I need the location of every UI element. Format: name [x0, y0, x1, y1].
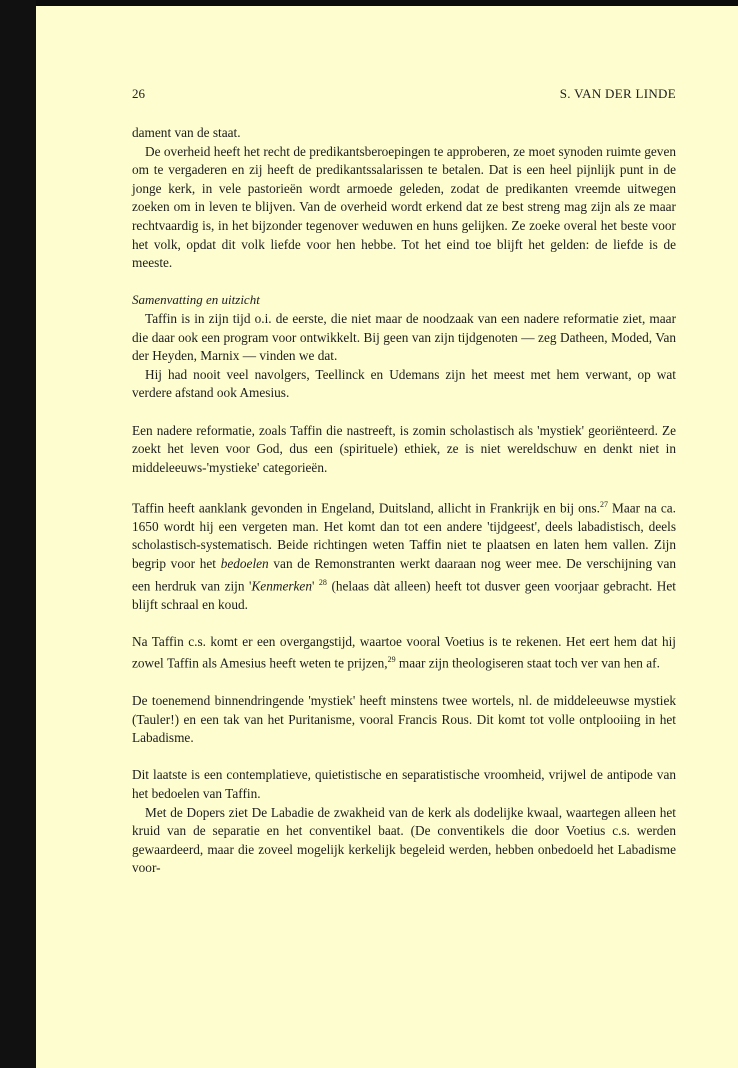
paper-sheet — [36, 6, 738, 1068]
page-number: 26 — [132, 86, 145, 101]
paragraph-overgangstijd — [132, 633, 676, 674]
paragraph-continuation: dament van de staat. — [132, 125, 241, 140]
footnote-ref-29: 29 — [387, 655, 396, 665]
text-segment: (helaas dàt alleen) heeft tot dusver geen voorjaar gebracht. Het blijft schraal en koud. — [132, 578, 676, 612]
scan-left-border — [0, 0, 36, 1068]
paragraph-contemplatieve: Dit laatste is een contemplatieve, quietistische en separatistische vroomheid, vrijwel de antipode van het bedoelen van Taffin. — [132, 767, 676, 802]
text-segment: van de Remonstranten werkt daaraan nog weer mee. De verschijning van een herdruk van zijn ' — [132, 556, 676, 594]
body-text — [132, 124, 676, 878]
text-segment: Maar na ca. 1650 wordt hij een vergeten man. Het komt dan tot een andere 'tijdgeest', deels labadistisch, deels scholastisch-systematisch. Beide richtingen weten Taffin niet te plaatsen en laten hem vallen. Zijn begrip voor het — [132, 500, 676, 572]
text-segment: ' — [312, 578, 319, 594]
running-head: S. VAN DER LINDE — [559, 86, 676, 101]
footnote-ref-28: 28 — [318, 577, 327, 587]
footnote-ref-27: 27 — [599, 499, 608, 509]
text-segment: maar zijn theologiseren staat toch ver van hen af. — [395, 655, 660, 671]
emphasis-bedoelen: bedoelen — [220, 556, 269, 572]
text-segment: Taffin heeft aanklank gevonden in Engeland, Duitsland, allicht in Frankrijk en bij ons. — [132, 500, 600, 516]
paragraph-aanklank — [132, 496, 676, 614]
paragraph-nadere-reformatie: Een nadere reformatie, zoals Taffin die nastreeft, is zomin scholastisch als 'mystiek' georiënteerd. Ze zoekt het leven voor God, dus een (spirituele) ethiek, ze is niet wereldschuw en denkt niet in middeleeuws-'mystieke' categorieën. — [132, 422, 676, 475]
paragraph-overheid: De overheid heeft het recht de predikantsberoepingen te approberen, ze moet synoden ruimte geven om te vergaderen en zij heeft de predikantssalarissen te betalen. Dat is een heel pijnlijk punt in de jonge kerk, in vele pastorieën wordt armoede geleden, zodat de predikanten vreemde uitwegen zoeken om in leven te blijven. Van de overheid wordt erkend dat ze best streng mag zijn als ze maar rechtvaardig is, in het bijzonder tegenover weduwen en huns gelijken. Ze zoeke overal het beste voor het volk, opdat dit volk liefde voor hen hebbe. Tot het eind toe blijft het gelden: de liefde is de meeste. — [132, 143, 676, 271]
paragraph-mystiek: De toenemend binnendringende 'mystiek' heeft minstens twee wortels, nl. de middeleeuwse mystiek (Tauler!) en een tak van het Puritanisme, vooral Francis Rous. Dit komt tot volle ontplooiing in het Labadisme. — [132, 693, 676, 746]
paragraph-dopers: Met de Dopers ziet De Labadie de zwakheid van de kerk als dodelijke kwaal, waartegen alleen het kruid van de separatie en het conventikel baat. (De conventikels die door Voetius c.s. werden gewaardeerd, maar die zoveel mogelijk kerkelijk begeleid werden, hebben onbedoeld het Labadisme voor- — [132, 804, 676, 876]
paragraph-navolgers: Hij had nooit veel navolgers, Teellinck en Udemans zijn het meest met hem verwant, op wat verdere afstand ook Amesius. — [132, 366, 676, 401]
section-heading: Samenvatting en uitzicht — [132, 292, 260, 308]
paragraph-taffin-eerste: Taffin is in zijn tijd o.i. de eerste, die niet maar de noodzaak van een nadere reformatie ziet, maar die daar ook een program voor ontwikkelt. Bij geen van zijn tijdgenoten — zeg Datheen, Moded, Van der Heyden, Marnix — vinden we dat. — [132, 310, 676, 364]
text-segment: Na Taffin c.s. komt er een overgangstijd, waartoe vooral Voetius is te rekenen. Het eert hem dat hij zowel Taffin als Amesius heeft weten te prijzen, — [132, 633, 676, 671]
emphasis-kenmerken: Kenmerken — [251, 578, 312, 594]
